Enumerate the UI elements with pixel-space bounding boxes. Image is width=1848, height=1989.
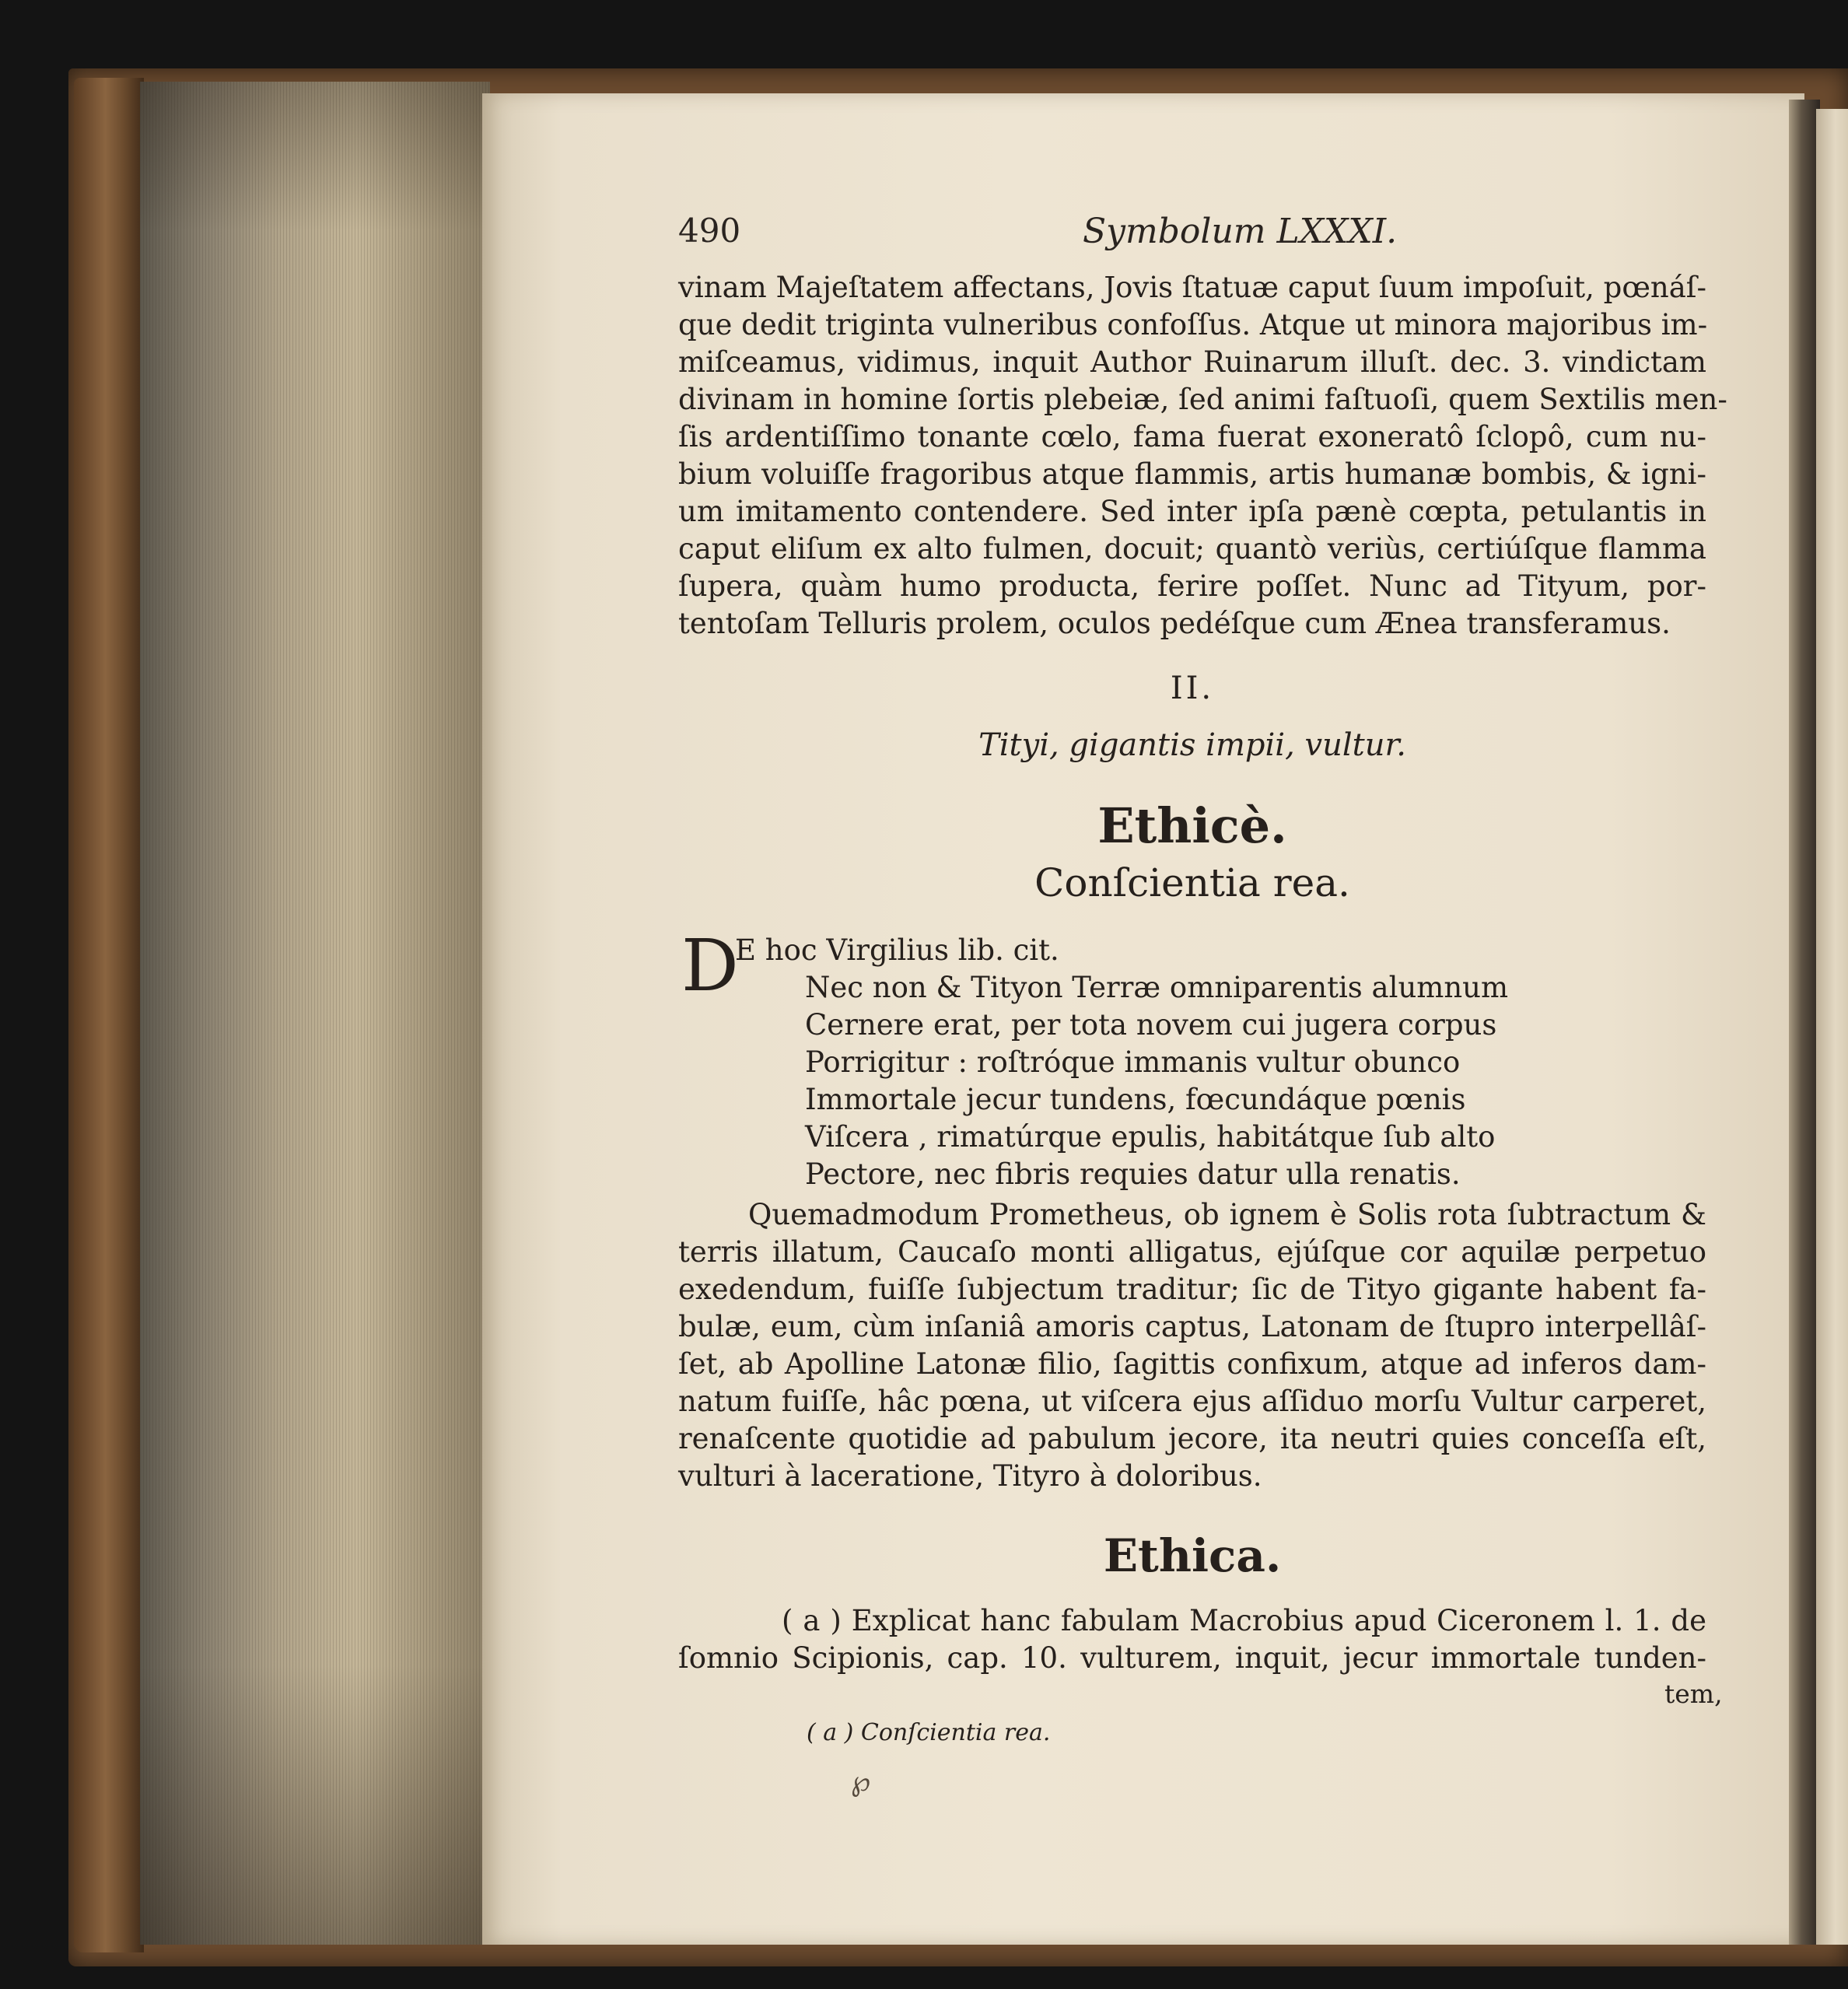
body-line: que dedit triginta vulneribus confoſſus. Atque ut minora majoribus im- bbox=[678, 308, 1708, 341]
section-number: II. bbox=[1170, 671, 1215, 706]
running-title: Symbolum LXXXI. bbox=[1083, 212, 1398, 251]
body-line: ſis ardentiſſimo tonante cœlo, fama fuerat exoneratô ſclopô, cum nu- bbox=[678, 420, 1706, 453]
body-line: tentoſam Telluris prolem, oculos pedéſque cum Ænea transferamus. bbox=[678, 607, 1671, 640]
cover-spine-edge bbox=[74, 78, 144, 1952]
verse-line: Pectore, nec fibris requies datur ulla renatis. bbox=[805, 1157, 1461, 1191]
body-line: terris illatum, Caucaſo monti alligatus, ejúſque cor aquilæ perpetuo bbox=[678, 1235, 1706, 1269]
body-line: ſupera, quàm humo producta, ferire poſſet. Nunc ad Tityum, por- bbox=[678, 569, 1706, 603]
verse-line: Nec non & Tityon Terræ omniparentis alumnum bbox=[805, 971, 1509, 1004]
book-gutter bbox=[1789, 100, 1820, 1945]
section-subtitle: Tityi, gigantis impii, vultur. bbox=[978, 727, 1406, 763]
catchword: tem, bbox=[1664, 1679, 1723, 1709]
heading-conscientia: Conſcientia rea. bbox=[1034, 860, 1350, 905]
verse-line: Viſcera , rimatúrque epulis, habitátque ſub alto bbox=[805, 1120, 1496, 1154]
body-line: caput eliſum ex alto fulmen, docuit; quantò veriùs, certiúſque flamma bbox=[678, 532, 1706, 566]
body-line: vulturi à laceratione, Tityro à doloribus. bbox=[678, 1459, 1262, 1493]
body-line: ſet, ab Apolline Latonæ filio, ſagittis confixum, atque ad inferos dam- bbox=[678, 1347, 1706, 1381]
verse-line: Immortale jecur tundens, fœcundáque pœnis bbox=[805, 1083, 1466, 1116]
page-number: 490 bbox=[678, 212, 741, 250]
body-line: bium voluiſſe fragoribus atque flammis, artis humanæ bombis, & igni- bbox=[678, 457, 1706, 491]
intro-line: E hoc Virgilius lib. cit. bbox=[735, 933, 1059, 967]
body-line: ( a ) Explicat hanc fabulam Macrobius apud Ciceronem l. 1. de bbox=[782, 1604, 1706, 1637]
body-line: bulæ, eum, cùm inſaniâ amoris captus, Latonam de ſtupro interpellâſ- bbox=[678, 1310, 1706, 1343]
body-line: vinam Majeſtatem affectans, Jovis ſtatuæ caput ſuum impoſuit, pœnáſ- bbox=[678, 271, 1706, 304]
body-line: exedendum, fuiſſe ſubjectum traditur; ſic de Tityo gigante habent fa- bbox=[678, 1273, 1706, 1306]
body-line: natum fuiſſe, hâc pœna, ut viſcera ejus aſſiduo morſu Vultur carperet, bbox=[678, 1385, 1706, 1418]
heading-ethice: Ethicè. bbox=[1097, 797, 1287, 854]
heading-ethica: Ethica. bbox=[1103, 1529, 1282, 1582]
verse-line: Porrigitur : roſtróque immanis vultur obunco bbox=[805, 1045, 1461, 1079]
page-edges-shade bbox=[140, 82, 490, 1945]
body-line: um imitamento contendere. Sed inter ipſa pænè cœpta, petulantis in bbox=[678, 495, 1706, 528]
footnote: ( a ) Conſcientia rea. bbox=[807, 1719, 1051, 1746]
drop-cap: D bbox=[681, 924, 739, 1007]
body-line: renaſcente quotidie ad pabulum jecore, ita neutri quies conceſſa eſt, bbox=[678, 1422, 1706, 1455]
body-line: ſomnio Scipionis, cap. 10. vulturem, inquit, jecur immortale tunden- bbox=[678, 1641, 1706, 1675]
page-header bbox=[678, 212, 1705, 258]
body-line: miſceamus, vidimus, inquit Author Ruinarum illuſt. dec. 3. vindictam bbox=[678, 345, 1706, 379]
facing-page-edge bbox=[1816, 109, 1848, 1945]
body-line: Quemadmodum Prometheus, ob ignem è Solis rota ſubtractum & bbox=[748, 1198, 1706, 1231]
signature-mark: ℘ bbox=[851, 1766, 871, 1798]
body-line: divinam in homine ſortis plebeiæ, ſed animi faſtuoſi, quem Sextilis men- bbox=[678, 383, 1727, 416]
verse-line: Cernere erat, per tota novem cui jugera corpus bbox=[805, 1008, 1497, 1042]
